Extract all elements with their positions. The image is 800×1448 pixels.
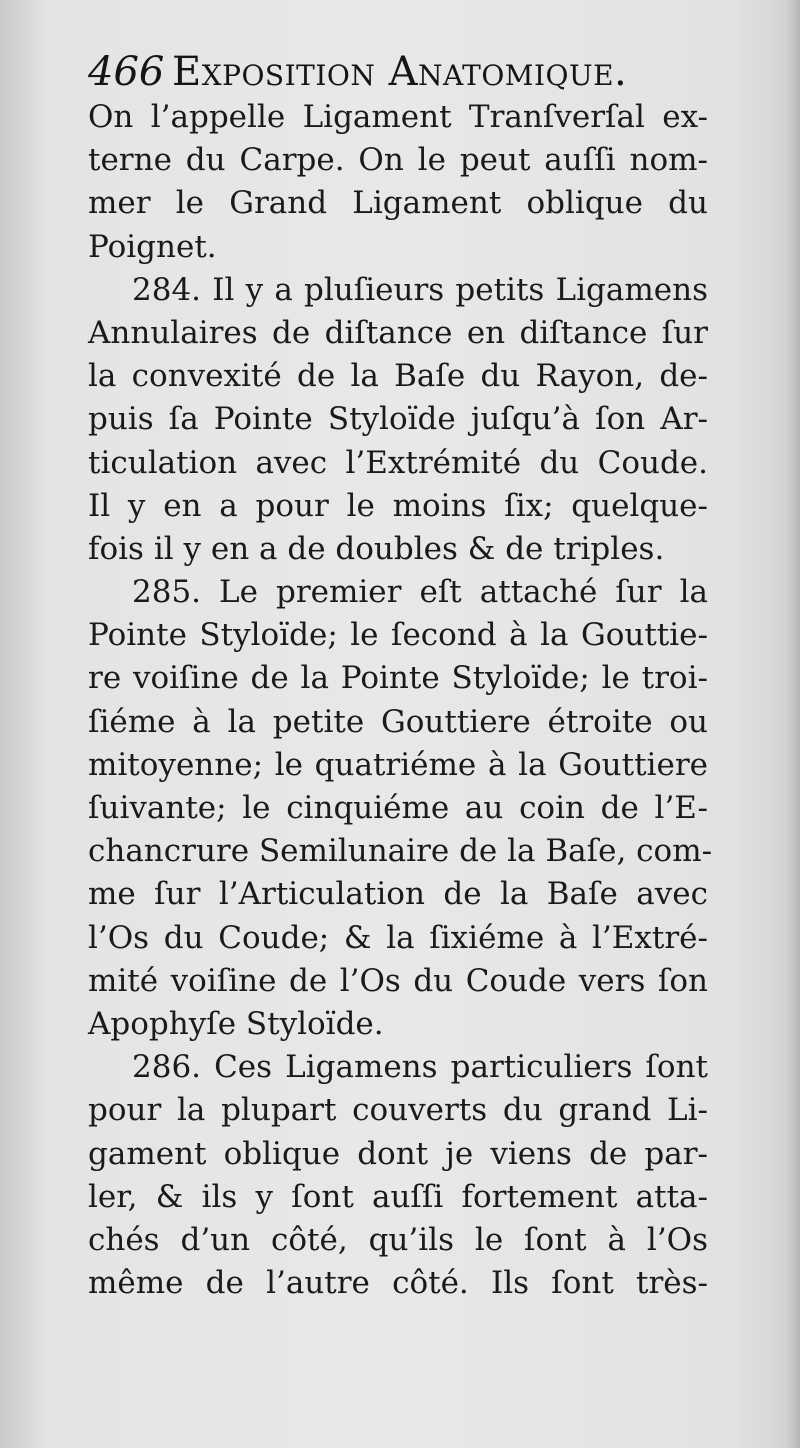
text-line: On l’appelle Ligament Tranſverſal ex-: [88, 99, 708, 135]
text-line: Poignet.: [88, 228, 217, 265]
text-line: Annulaires de diſtance en diſtance ſur: [88, 314, 708, 351]
text-line: ler, & ils y ſont auſſi fortement atta-: [88, 1178, 708, 1215]
text-line: la convexité de la Baſe du Rayon, de-: [88, 358, 708, 395]
text-line: même de l’autre côté. Ils ſont très-: [88, 1265, 708, 1302]
text-line: chés d’un côté, qu’ils le ſont à l’Os: [88, 1221, 708, 1258]
page-edge-shadow: [786, 0, 800, 1448]
text-line: mité voiſine de l’Os du Coude vers ſon: [88, 962, 708, 999]
text-line: 284. Il y a pluſieurs petits Ligamens: [132, 271, 708, 308]
body-text: [88, 96, 713, 1305]
text-line: re voiſine de la Pointe Styloïde; le troi-: [88, 660, 708, 697]
text-line: puis ſa Pointe Styloïde juſqu’à ſon Ar-: [88, 401, 708, 438]
text-line: 285. Le premier eſt attaché ſur la: [132, 574, 708, 611]
text-line: Pointe Styloïde; le ſecond à la Gouttie-: [88, 617, 708, 654]
text-line: chancrure Semilunaire de la Baſe, com-: [88, 833, 713, 870]
text-line: Apophyſe Styloïde.: [88, 1005, 384, 1042]
running-head: Exposition Anatomique.: [172, 49, 628, 95]
page-header: [88, 44, 728, 100]
text-line: 286. Ces Ligamens particuliers ſont: [132, 1049, 708, 1086]
text-line: ticulation avec l’Extrémité du Coude.: [88, 444, 708, 481]
text-line: mer le Grand Ligament oblique du: [88, 185, 708, 222]
text-line: fois il y en a de doubles & de triples.: [88, 530, 665, 567]
text-line: pour la plupart couverts du grand Li-: [88, 1092, 708, 1129]
text-line: ſuivante; le cinquiéme au coin de l’E-: [88, 790, 708, 826]
text-line: l’Os du Coude; & la ſixiéme à l’Extré-: [88, 919, 708, 956]
text-line: Il y en a pour le moins ſix; quelque-: [88, 487, 708, 524]
text-line: terne du Carpe. On le peut auſſi nom-: [88, 142, 708, 179]
page-number: 466: [88, 49, 165, 95]
text-line: gament oblique dont je viens de par-: [88, 1135, 708, 1172]
text-line: me ſur l’Articulation de la Baſe avec: [88, 876, 708, 913]
text-line: mitoyenne; le quatriéme à la Gouttiere: [88, 746, 708, 783]
text-line: ſiéme à la petite Gouttiere étroite ou: [88, 703, 708, 740]
